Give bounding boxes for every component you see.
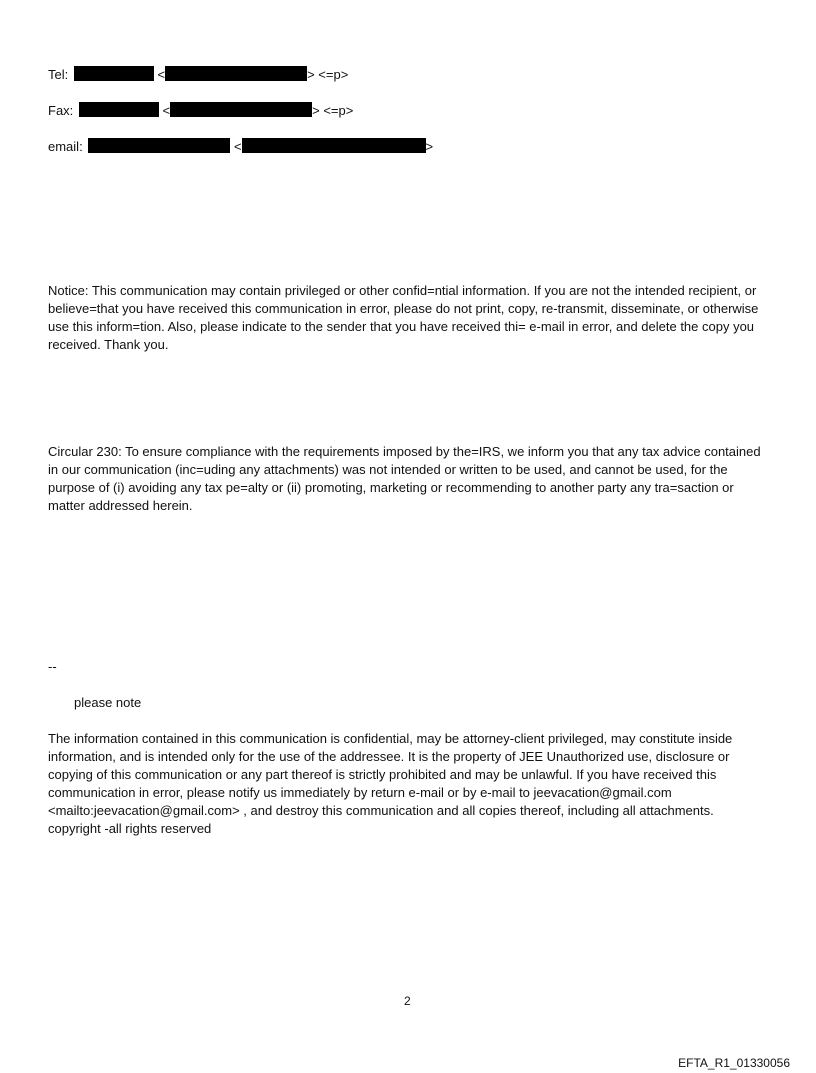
email-label: email: <box>48 139 83 154</box>
redaction-block <box>242 138 426 153</box>
open-angle: < <box>162 103 171 118</box>
tel-line <box>48 66 348 84</box>
redaction-block <box>165 66 307 81</box>
fax-label: Fax: <box>48 103 74 118</box>
open-angle: < <box>157 67 166 82</box>
close-angle: > <=p> <box>307 67 349 82</box>
circular-230-paragraph: Circular 230: To ensure compliance with the requirements imposed by the=IRS, we inform you that any tax advice contained in our communication (inc=uding any attachments) was not intended or written to be used, and cannot be used, for the purpose of (i) avoiding any tax pe=alty or (ii) promoting, marketing or recommending to another party any tra=saction or matter addressed herein. <box>48 444 761 513</box>
open-angle: < <box>233 139 242 154</box>
page-number: 2 <box>404 994 411 1008</box>
email-line <box>48 138 433 156</box>
close-angle: > <=p> <box>312 103 354 118</box>
redaction-block <box>88 138 230 153</box>
disclaimer-paragraph: The information contained in this communication is confidential, may be attorney-client privileged, may constitute inside information, and is intended only for the use of the addressee. It is the property of JEE Unauthorized use, disclosure or copying of this communication or any part thereof is strictly prohibited and may be unlawful. If you have received this communication in error, please notify us immediately by return e-mail or by e-mail to jeevacation@gmail.com <mailto:jeevacation@gmail.com> , and destroy this communication and all copies thereof, including all attachments. copyright -all rights reserved <box>48 731 733 836</box>
signature-separator: -- <box>48 659 57 674</box>
please-note-heading: please note <box>74 695 142 710</box>
redaction-block <box>79 102 159 117</box>
close-angle: > <box>425 139 434 154</box>
fax-line <box>48 102 353 120</box>
notice-paragraph: Notice: This communication may contain privileged or other confid=ntial information. If you are not the intended recipient, or believe=that you have received this communication in error, please do not print, copy, re-transmit, disseminate, or otherwise use this inform=tion. Also, please indicate to the sender that you have received thi= e-mail in error, and delete the copy you received. Thank you. <box>48 283 759 352</box>
redaction-block <box>74 66 154 81</box>
redaction-block <box>170 102 312 117</box>
document-id: EFTA_R1_01330056 <box>678 1056 790 1070</box>
tel-label: Tel: <box>48 67 69 82</box>
